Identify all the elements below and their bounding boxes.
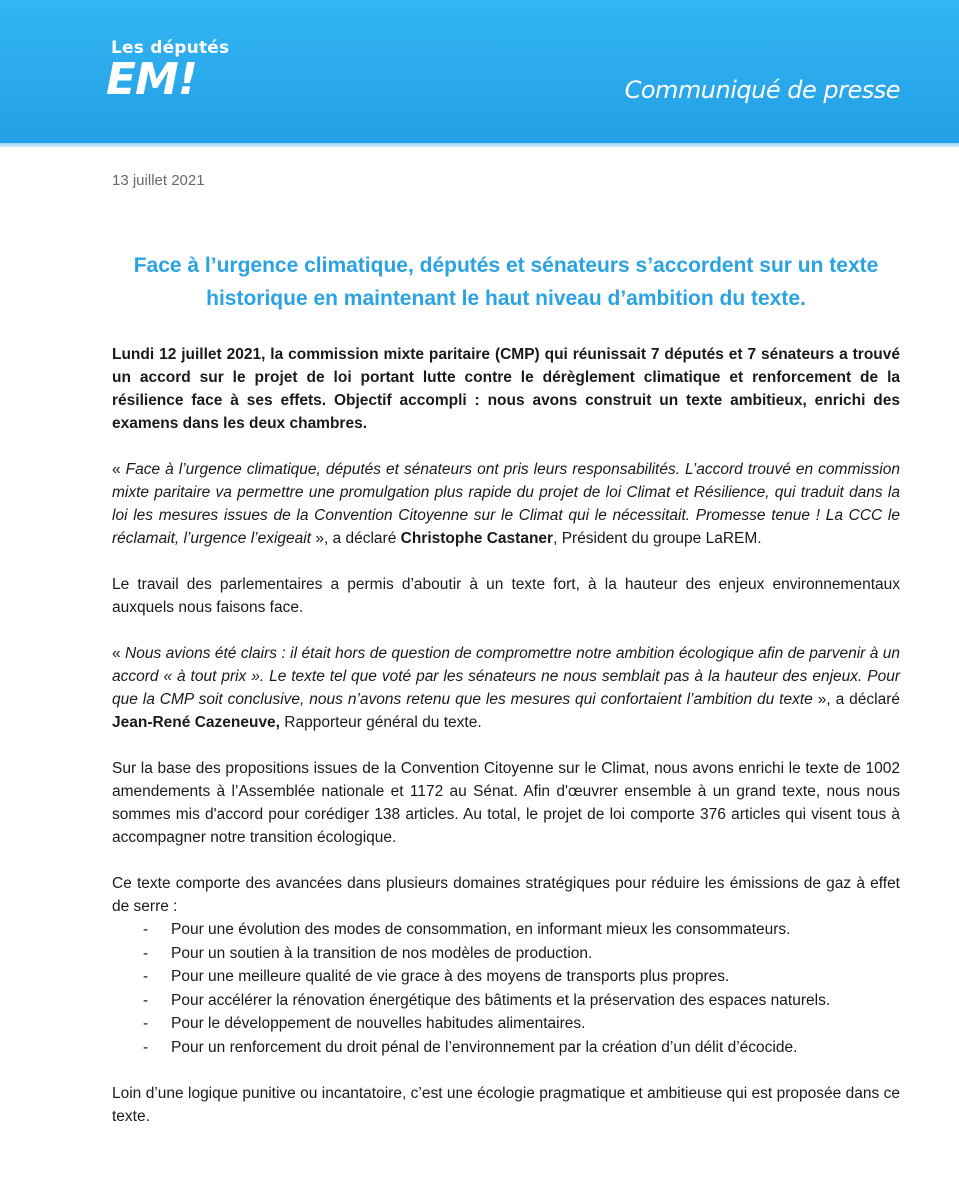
measures-list bbox=[112, 918, 900, 1059]
quote1-close: », a déclaré bbox=[311, 530, 401, 547]
logo-top-text: Les députés bbox=[111, 38, 230, 58]
lead-paragraph: Lundi 12 juillet 2021, la commission mixte paritaire (CMP) qui réunissait 7 députés et 7 sénateurs a trouvé un accord sur le projet de loi portant lutte contre le dérèglement climatique et renforcement de la résilience face à ses effets. Objectif accompli : nous avons construit un texte ambitieux, enrichi des examens dans les deux chambres. bbox=[112, 346, 900, 432]
document-body bbox=[112, 172, 900, 1151]
paragraph-3: Sur la base des propositions issues de la Convention Citoyenne sur le Climat, nous avons enrichi le texte de 1002 amendements à l’Assemblée nationale et 1172 au Sénat. Afin d'œuvrer ensemble à un grand texte, nous nous sommes mis d'accord pour corédiger 138 articles. Au total, le projet de loi comporte 376 articles qui visent tous à accompagner notre transition écologique. bbox=[112, 760, 900, 846]
release-date: 13 juillet 2021 bbox=[112, 172, 205, 189]
quote2-role: Rapporteur général du texte. bbox=[280, 714, 482, 731]
quote1-role: , Président du groupe LaREM. bbox=[553, 530, 762, 547]
quote2-open: « bbox=[112, 645, 126, 662]
logo bbox=[106, 38, 230, 105]
press-title: Face à l’urgence climatique, députés et sénateurs s’accordent sur un texte historique en maintenant le haut niveau d’ambition du texte. bbox=[133, 254, 879, 310]
paragraph-2: Le travail des parlementaires a permis d’aboutir à un texte fort, à la hauteur des enjeux environnementaux auxquels nous faisons face. bbox=[112, 576, 900, 616]
quote2-speaker: Jean-René Cazeneuve, bbox=[112, 714, 280, 731]
quote1-speaker: Christophe Castaner bbox=[400, 530, 554, 547]
header-divider bbox=[0, 143, 959, 147]
header-banner bbox=[0, 0, 959, 143]
quote1-text: Face à l’urgence climatique, députés et sénateurs ont pris leurs responsabilités. L’accord trouvé en commission mixte paritaire va permettre une promulgation plus rapide du projet de loi Climat et Résilience, qui traduit dans la loi les mesures issues de la Convention Citoyenne sur le Climat qui le nécessitait. Promesse tenue ! La CCC le réclamait, l’urgence l’exigeait bbox=[112, 461, 900, 547]
paragraph-5: Loin d’une logique punitive ou incantatoire, c’est une écologie pragmatique et ambitieuse qui est proposée dans ce texte. bbox=[112, 1085, 900, 1125]
list-item: - Pour un soutien à la transition de nos modèles de production. bbox=[112, 942, 900, 966]
list-item: - Pour accélérer la rénovation énergétique des bâtiments et la préservation des espaces naturels. bbox=[112, 989, 900, 1013]
list-item: - Pour un renforcement du droit pénal de l’environnement par la création d’un délit d’écocide. bbox=[112, 1036, 900, 1060]
quote-paragraph-2 bbox=[112, 642, 900, 734]
list-item: - Pour le développement de nouvelles habitudes alimentaires. bbox=[112, 1012, 900, 1036]
list-item: - Pour une meilleure qualité de vie grace à des moyens de transports plus propres. bbox=[112, 965, 900, 989]
quote2-close: », a déclaré bbox=[812, 691, 901, 708]
section-title: Communiqué de presse bbox=[624, 76, 900, 104]
list-item: - Pour une évolution des modes de consommation, en informant mieux les consommateurs. bbox=[112, 918, 900, 942]
quote2-text: Nous avions été clairs : il était hors de question de compromettre notre ambition écologique afin de parvenir à un accord « à tout prix ». Le texte tel que voté par les sénateurs ne nous semblait pas à la hauteur des enjeux. Pour que la CMP soit conclusive, nous n’avons retenu que les mesures qui confortaient l’ambition du texte bbox=[112, 645, 900, 708]
paragraph-4: Ce texte comporte des avancées dans plusieurs domaines stratégiques pour réduire les émissions de gaz à effet de serre : bbox=[112, 875, 900, 915]
logo-main-text: EM! bbox=[106, 54, 197, 105]
quote1-open: « bbox=[112, 461, 126, 478]
quote-paragraph-1 bbox=[112, 458, 900, 550]
